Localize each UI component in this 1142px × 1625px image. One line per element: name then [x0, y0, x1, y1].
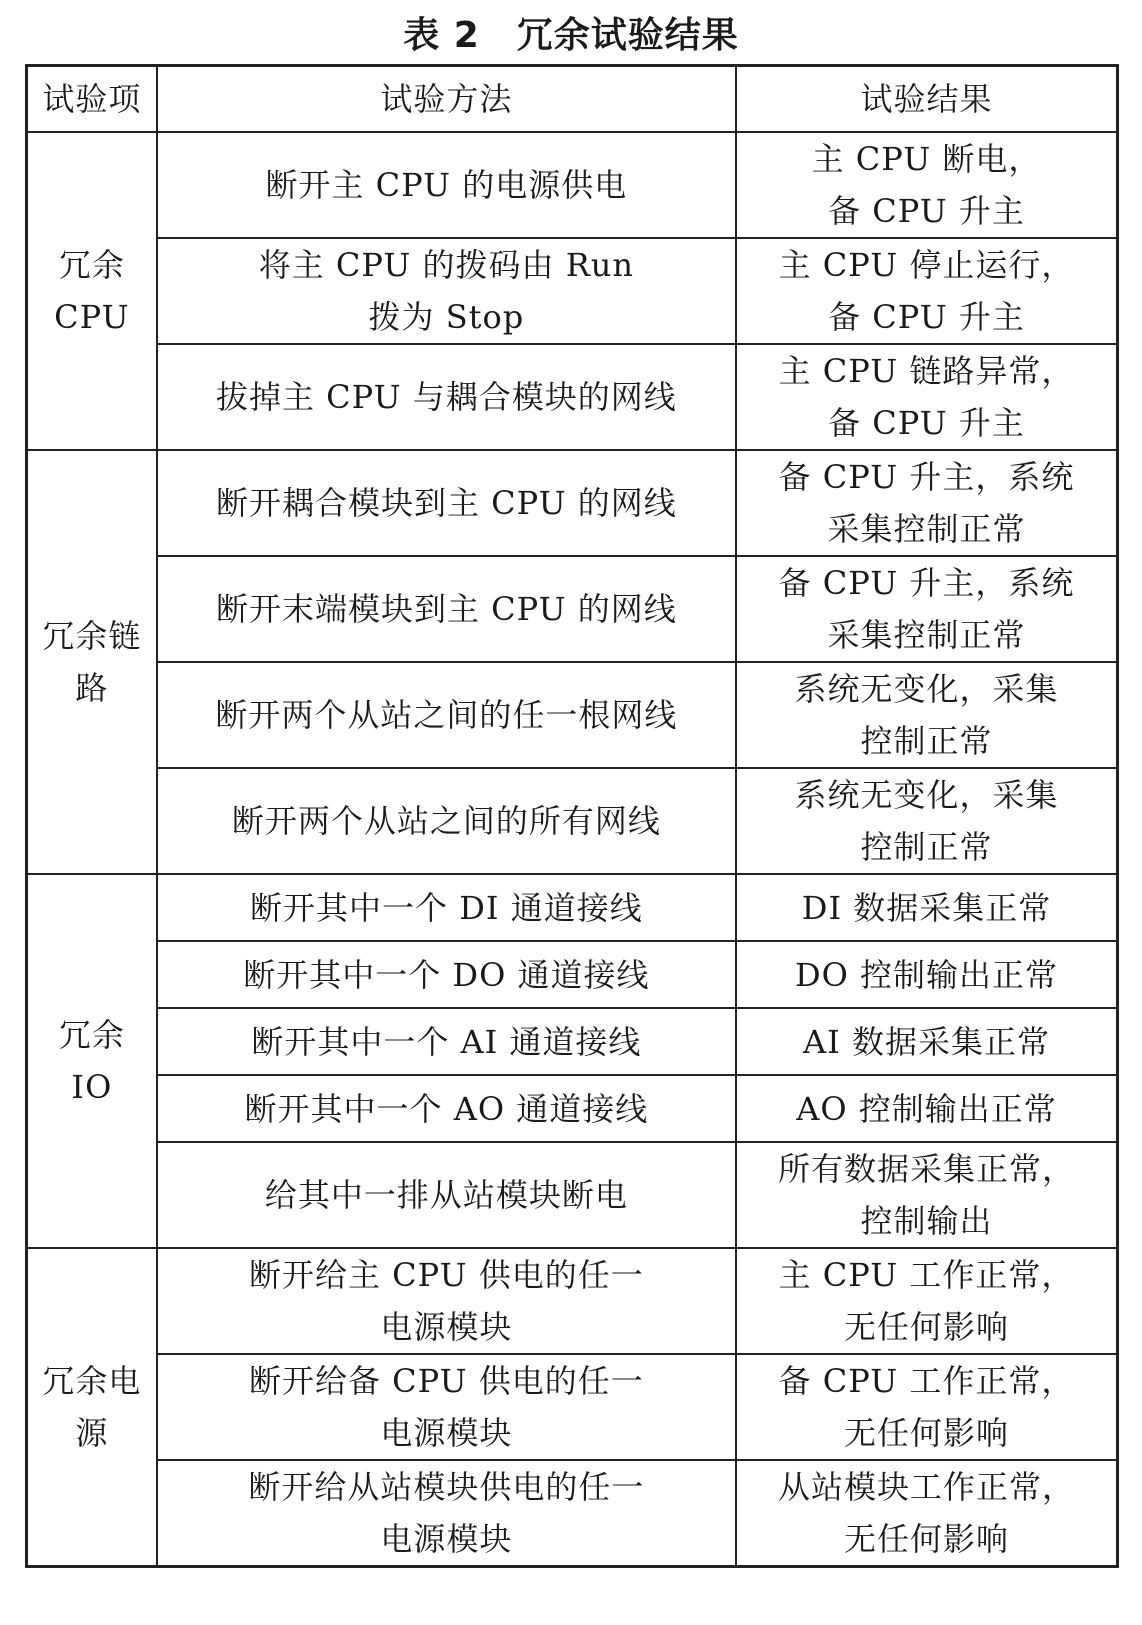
method-cell: 断开给从站模块供电的任一 电源模块 [157, 1460, 736, 1567]
result-cell: 主 CPU 断电， 备 CPU 升主 [736, 132, 1117, 238]
result-cell: 主 CPU 链路异常， 备 CPU 升主 [736, 344, 1117, 450]
table-row [27, 874, 1118, 941]
table-row [27, 1354, 1118, 1460]
table-row [27, 556, 1118, 662]
method-cell: 断开给主 CPU 供电的任一 电源模块 [157, 1248, 736, 1354]
result-cell: DO 控制输出正常 [736, 941, 1117, 1008]
method-cell: 断开其中一个 DO 通道接线 [157, 941, 736, 1008]
method-cell: 拔掉主 CPU 与耦合模块的网线 [157, 344, 736, 450]
table-row [27, 1008, 1118, 1075]
result-cell: 主 CPU 工作正常， 无任何影响 [736, 1248, 1117, 1354]
method-cell: 断开给备 CPU 供电的任一 电源模块 [157, 1354, 736, 1460]
table-row [27, 1460, 1118, 1567]
group-power-item: 冗余电 源 [27, 1248, 157, 1567]
method-cell: 断开其中一个 DI 通道接线 [157, 874, 736, 941]
table-row [27, 1248, 1118, 1354]
result-cell: 备 CPU 工作正常， 无任何影响 [736, 1354, 1117, 1460]
group-io-item: 冗余 IO [27, 874, 157, 1248]
result-cell: 系统无变化，采集 控制正常 [736, 662, 1117, 768]
result-cell: 备 CPU 升主，系统 采集控制正常 [736, 556, 1117, 662]
table-row [27, 344, 1118, 450]
method-cell: 将主 CPU 的拨码由 Run 拨为 Stop [157, 238, 736, 344]
group-cpu-item: 冗余 CPU [27, 132, 157, 450]
header-test-item: 试验项 [27, 66, 157, 133]
header-test-method: 试验方法 [157, 66, 736, 133]
table-row [27, 450, 1118, 556]
method-cell: 断开末端模块到主 CPU 的网线 [157, 556, 736, 662]
table-row [27, 768, 1118, 874]
table-row [27, 238, 1118, 344]
result-cell: 从站模块工作正常， 无任何影响 [736, 1460, 1117, 1567]
result-cell: DI 数据采集正常 [736, 874, 1117, 941]
method-cell: 断开两个从站之间的任一根网线 [157, 662, 736, 768]
table-row [27, 662, 1118, 768]
redundancy-test-results-table [25, 64, 1119, 1568]
method-cell: 断开主 CPU 的电源供电 [157, 132, 736, 238]
table-row [27, 132, 1118, 238]
result-cell: 所有数据采集正常， 控制输出 [736, 1142, 1117, 1248]
table-row [27, 941, 1118, 1008]
method-cell: 断开其中一个 AO 通道接线 [157, 1075, 736, 1142]
table-row [27, 1142, 1118, 1248]
result-cell: 主 CPU 停止运行， 备 CPU 升主 [736, 238, 1117, 344]
result-cell: AI 数据采集正常 [736, 1008, 1117, 1075]
method-cell: 断开其中一个 AI 通道接线 [157, 1008, 736, 1075]
method-cell: 给其中一排从站模块断电 [157, 1142, 736, 1248]
method-cell: 断开耦合模块到主 CPU 的网线 [157, 450, 736, 556]
result-cell: AO 控制输出正常 [736, 1075, 1117, 1142]
table-row [27, 1075, 1118, 1142]
result-cell: 系统无变化，采集 控制正常 [736, 768, 1117, 874]
result-cell: 备 CPU 升主，系统 采集控制正常 [736, 450, 1117, 556]
group-link-item: 冗余链 路 [27, 450, 157, 874]
table-caption: 表 2 冗余试验结果 [403, 15, 739, 56]
header-test-result: 试验结果 [736, 66, 1117, 133]
method-cell: 断开两个从站之间的所有网线 [157, 768, 736, 874]
table-header-row [27, 66, 1118, 133]
